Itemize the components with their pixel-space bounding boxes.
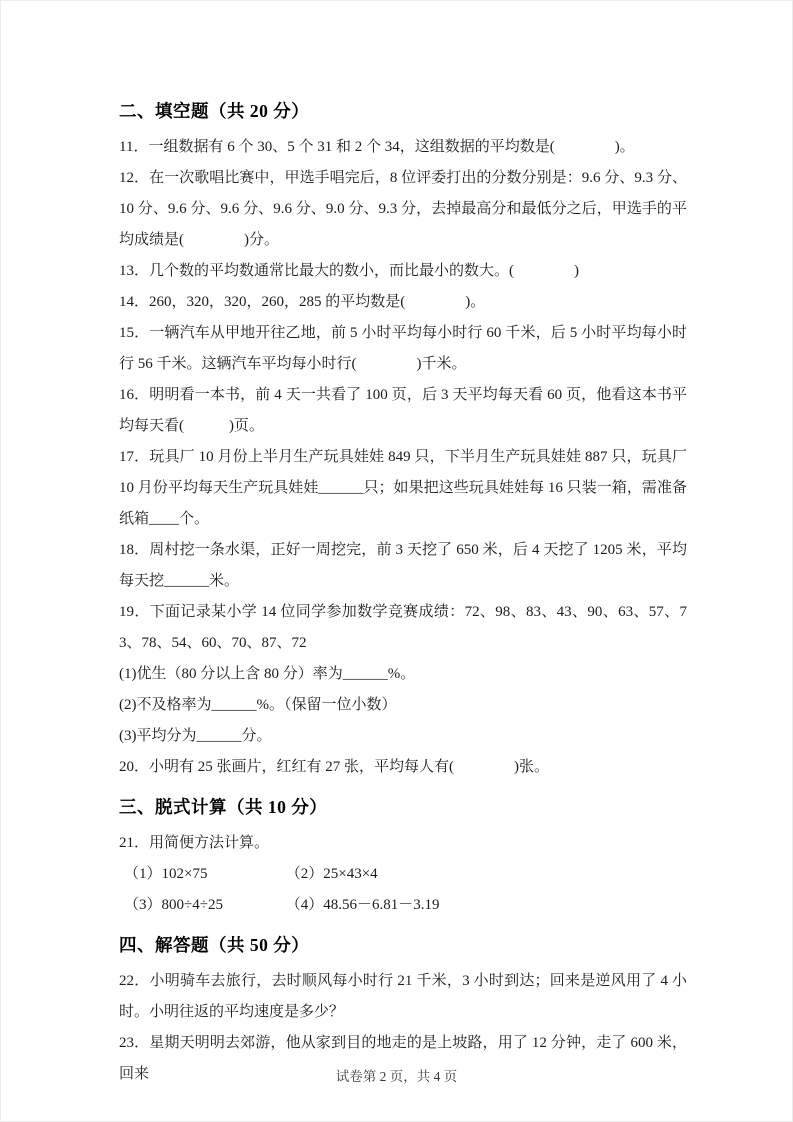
question-22: 22．小明骑车去旅行，去时顺风每小时行 21 千米，3 小时到达；回来是逆风用了 4 小时。小明往返的平均速度是多少？ xyxy=(119,973,687,1020)
section-heading-word-problems: 四、解答题（共 50 分） xyxy=(119,935,310,955)
question-21: 21．用简便方法计算。 xyxy=(119,835,270,851)
question-20: 20．小明有 25 张画片，红红有 27 张，平均每人有( )张。 xyxy=(119,759,549,775)
question-23: 23．星期天明明去郊游，他从家到目的地走的是上坡路，用了 12 分钟，走了 600 米，回来 xyxy=(119,1035,687,1082)
question-13: 13．几个数的平均数通常比最大的数小，而比最小的数大。( ) xyxy=(119,263,579,279)
question-19-sub-3: (3)平均分为______分。 xyxy=(119,728,272,744)
question-11: 11．一组数据有 6 个 30、5 个 31 和 2 个 34，这组数据的平均数是( )。 xyxy=(119,139,635,155)
question-12: 12．在一次歌唱比赛中，甲选手唱完后，8 位评委打出的分数分别是：9.6 分、9.3 分、10 分、9.6 分、9.6 分、9.6 分、9.0 分、9.3 分，去掉最高分和最低分之后，甲选手的平均成绩是( )分。 xyxy=(119,170,687,248)
question-15: 15．一辆汽车从甲地开往乙地，前 5 小时平均每小时行 60 千米，后 5 小时平均每小时行 56 千米。这辆汽车平均每小时行( )千米。 xyxy=(119,325,687,372)
page-content xyxy=(119,87,687,1090)
expression-1: （1）102×75 xyxy=(124,866,208,882)
section-heading-fill-in-blank: 二、填空题（共 20 分） xyxy=(119,101,310,121)
expression-row-1 xyxy=(119,859,687,890)
question-19-sub-1: (1)优生（80 分以上含 80 分）率为______%。 xyxy=(119,666,416,682)
expression-2: （2）25×43×4 xyxy=(285,866,378,882)
question-19-sub-2: (2)不及格率为______%。（保留一位小数） xyxy=(119,697,397,713)
expression-4: （4）48.56－6.81－3.19 xyxy=(285,897,440,913)
section-heading-step-calculation: 三、脱式计算（共 10 分） xyxy=(119,797,328,817)
question-17: 17．玩具厂 10 月份上半月生产玩具娃娃 849 只，下半月生产玩具娃娃 887 只，玩具厂 10 月份平均每天生产玩具娃娃______只；如果把这些玩具娃娃每 16 只装一箱，需准备纸箱____个。 xyxy=(119,449,687,527)
question-16: 16．明明看一本书，前 4 天一共看了 100 页，后 3 天平均每天看 60 页，他看这本书平均每天看( )页。 xyxy=(119,387,687,434)
question-14: 14．260，320，320，260，285 的平均数是( )。 xyxy=(119,294,486,310)
footer-page-number: 试卷第 2 页，共 4 页 xyxy=(335,1069,458,1084)
expression-3: （3）800÷4÷25 xyxy=(124,897,223,913)
expression-row-2 xyxy=(119,890,687,921)
question-18: 18．周村挖一条水渠，正好一周挖完，前 3 天挖了 650 米，后 4 天挖了 1205 米，平均每天挖______米。 xyxy=(119,542,687,589)
question-19: 19．下面记录某小学 14 位同学参加数学竞赛成绩：72、98、83、43、90、63、57、73、78、54、60、70、87、72 xyxy=(119,604,687,651)
